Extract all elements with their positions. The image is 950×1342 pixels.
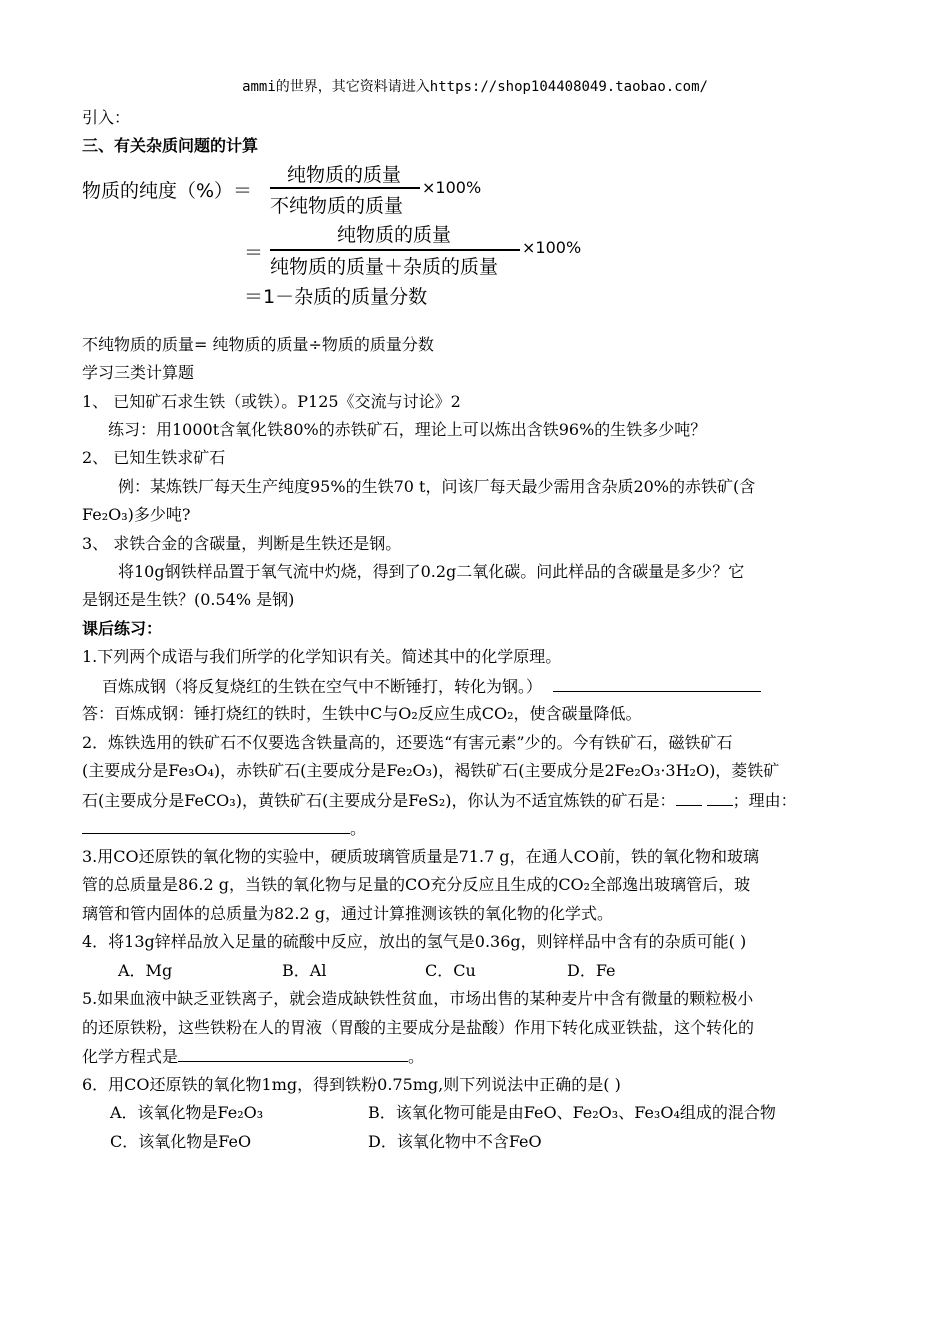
question-2-line4 bbox=[82, 817, 366, 840]
idiom-text: 百炼成钢（将反复烧红的生铁在空气中不断锤打，转化为钢。） bbox=[102, 677, 543, 696]
question-4: 4．将13g锌样品放入足量的硫酸中反应，放出的氢气是0.36g，则锌样品中含有的杂质可能( ) bbox=[82, 932, 747, 951]
type2-example-line1: 例：某炼铁厂每天生产纯度95%的生铁70 t，问该厂每天最少需用含杂质20%的赤铁矿(含 bbox=[118, 477, 756, 496]
question-1: 1.下列两个成语与我们所学的化学知识有关。简述其中的化学原理。 bbox=[82, 647, 562, 666]
question-2-line3 bbox=[82, 789, 797, 812]
three-types-label: 学习三类计算题 bbox=[82, 363, 195, 382]
question-6: 6．用CO还原铁的氧化物1mg，得到铁粉0.75mg,则下列说法中正确的是( ) bbox=[82, 1075, 621, 1094]
formula-numerator-2: 纯物质的质量 bbox=[337, 224, 452, 246]
question-1-idiom bbox=[102, 675, 761, 698]
question-5-line1: 5.如果血液中缺乏亚铁离子，就会造成缺铁性贫血，市场出售的某种麦片中含有微量的颗粒极小 bbox=[82, 989, 754, 1008]
formula-numerator-1: 纯物质的质量 bbox=[287, 164, 402, 186]
formula-denominator-2: 纯物质的质量＋杂质的质量 bbox=[270, 256, 499, 278]
purity-formula bbox=[82, 158, 602, 308]
type3-example-line1: 将10g钢铁样品置于氧气流中灼烧，得到了0.2g二氧化碳。问此样品的含碳量是多少？它 bbox=[118, 562, 745, 581]
question-6-option-a: A．该氧化物是Fe₂O₃ bbox=[110, 1103, 264, 1122]
question-5-text: 化学方程式是 bbox=[82, 1047, 179, 1066]
question-2-period: 。 bbox=[350, 819, 367, 838]
type1-exercise: 练习：用1000t含氧化铁80%的赤铁矿石，理论上可以炼出含铁96%的生铁多少吨？ bbox=[108, 420, 707, 439]
question-6-option-d: D．该氧化物中不含FeO bbox=[368, 1132, 542, 1151]
question-5-period: 。 bbox=[408, 1047, 425, 1066]
fraction-bar-1 bbox=[270, 187, 420, 189]
homework-title: 课后练习： bbox=[82, 619, 163, 638]
impure-mass-formula: 不纯物质的质量= 纯物质的质量÷物质的质量分数 bbox=[82, 335, 434, 354]
page-header: ammi的世界，其它资料请进入https://shop104408049.taobao.com/ bbox=[242, 79, 708, 95]
question-1-answer: 答：百炼成钢：锤打烧红的铁时，生铁中C与O₂反应生成CO₂，使含碳量降低。 bbox=[82, 704, 642, 723]
type2-heading: 2、 已知生铁求矿石 bbox=[82, 448, 226, 467]
question-3-line1: 3.用CO还原铁的氧化物的实验中，硬质玻璃管质量是71.7 g，在通人CO前，铁的氧化物和玻璃 bbox=[82, 847, 759, 866]
question-3-line2: 管的总质量是86.2 g，当铁的氧化物与足量的CO充分反应且生成的CO₂全部逸出玻璃管后，玻 bbox=[82, 875, 751, 894]
question-4-option-a: A．Mg bbox=[118, 961, 173, 980]
type2-example-line2: Fe₂O₃)多少吨? bbox=[82, 505, 191, 524]
question-6-option-b: B．该氧化物可能是由FeO、Fe₂O₃、Fe₃O₄组成的混合物 bbox=[368, 1103, 776, 1122]
reason-blank[interactable] bbox=[82, 817, 350, 834]
question-3-line3: 璃管和管内固体的总质量为82.2 g，通过计算推测该铁的氧化物的化学式。 bbox=[82, 904, 613, 923]
equation-blank[interactable] bbox=[178, 1045, 408, 1062]
question-2-line1: 2．炼铁选用的铁矿石不仅要选含铁量高的，还要选“有害元素”少的。今有铁矿石，磁铁矿石 bbox=[82, 733, 733, 752]
fraction-bar-2 bbox=[270, 249, 520, 251]
question-2-reason-label: ；理由： bbox=[732, 791, 797, 810]
type3-example-line2: 是钢还是生铁？(0.54% 是钢) bbox=[82, 590, 295, 609]
type3-heading: 3、 求铁合金的含碳量，判断是生铁还是钢。 bbox=[82, 534, 402, 553]
question-4-option-b: B．Al bbox=[282, 961, 327, 980]
unsuitable-ore-blank-a[interactable] bbox=[676, 789, 702, 806]
section-title: 三、有关杂质问题的计算 bbox=[82, 136, 259, 155]
question-2-text: 石(主要成分是FeCO₃)，黄铁矿石(主要成分是FeS₂)，你认为不适宜炼铁的矿石是： bbox=[82, 791, 676, 810]
question-4-option-d: D．Fe bbox=[567, 961, 616, 980]
formula-times-1: ×100% bbox=[422, 178, 482, 197]
type1-heading: 1、 已知矿石求生铁（或铁）。P125《交流与讨论》2 bbox=[82, 392, 461, 411]
unsuitable-ore-blank-b[interactable] bbox=[707, 789, 733, 806]
question-5-line2: 的还原铁粉，这些铁粉在人的胃液（胃酸的主要成分是盐酸）作用下转化成亚铁盐，这个转化的 bbox=[82, 1018, 755, 1037]
question-4-option-c: C．Cu bbox=[425, 961, 476, 980]
question-5-line3 bbox=[82, 1045, 424, 1068]
formula-times-2: ×100% bbox=[522, 238, 582, 257]
formula-equals-2: ＝ bbox=[244, 242, 264, 264]
answer-blank-1[interactable] bbox=[553, 675, 761, 692]
formula-denominator-1: 不纯物质的质量 bbox=[270, 195, 404, 217]
question-6-option-c: C．该氧化物是FeO bbox=[110, 1132, 252, 1151]
intro-label: 引入： bbox=[82, 108, 131, 127]
formula-lhs: 物质的纯度（%）＝ bbox=[82, 180, 253, 202]
formula-line-3: ＝1－杂质的质量分数 bbox=[244, 286, 428, 308]
question-2-line2: (主要成分是Fe₃O₄)，赤铁矿石(主要成分是Fe₂O₃)，褐铁矿石(主要成分是2Fe₂O₃·3H₂O)，菱铁矿 bbox=[82, 761, 780, 780]
